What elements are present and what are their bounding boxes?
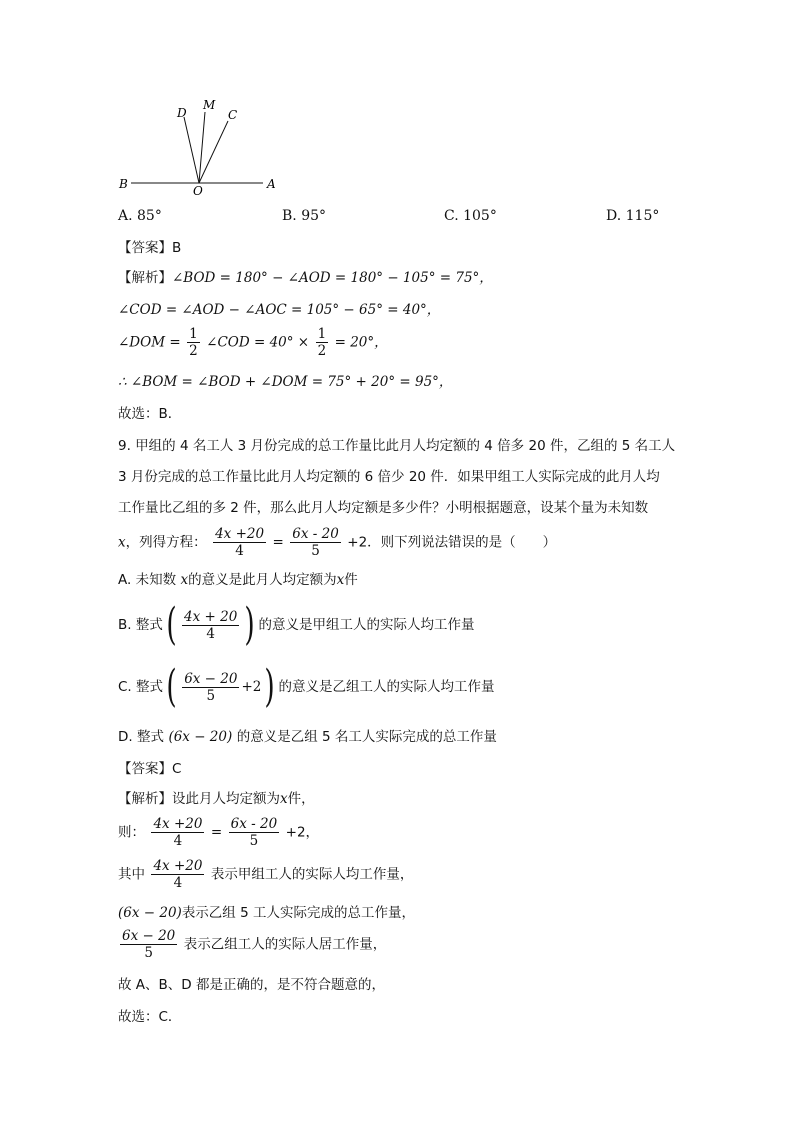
line3-b: ∠COD = 40° ×: [206, 334, 310, 351]
an5-num: 6x − 20: [122, 928, 176, 944]
an1-x: x: [280, 791, 288, 807]
an5-den: 5: [144, 945, 153, 961]
angle-figure-svg: [115, 95, 285, 200]
eq-right-den: 5: [311, 543, 320, 559]
half-den: 2: [189, 343, 198, 359]
q8-analysis-line2: ∠COD = ∠AOD − ∠AOC = 105° − 65° = 40°，: [118, 302, 441, 318]
eq-equals: =: [272, 534, 284, 551]
an5-fraction: [120, 928, 177, 961]
opt-d-prefix: D. 整式: [118, 729, 164, 745]
paren-left-c: (: [166, 661, 177, 712]
an2-fraction-1: [151, 816, 204, 849]
opt-b-den: 4: [206, 625, 215, 642]
q9-stem-line2: 3 月份完成的总工作量比此月人均定额的 6 倍少 20 件．如果甲组工人实际完成的此月人均: [118, 469, 660, 485]
an3-prefix: 其中: [118, 866, 145, 883]
opt-c-den: 5: [206, 687, 216, 704]
q8-option-b: B. 95°: [282, 208, 327, 224]
an2-num2: 6x - 20: [230, 816, 278, 832]
paren-left: (: [166, 599, 177, 650]
analysis-label: 【解析】: [118, 270, 172, 286]
paren-right-c: ): [264, 661, 276, 712]
eq-left-num: 4x +20: [215, 526, 265, 542]
q9-answer: 【答案】C: [118, 761, 182, 777]
opt-a-suffix: 件: [344, 572, 358, 588]
label-c: C: [228, 108, 238, 122]
eq-right-fraction: [290, 526, 341, 559]
q9-stem-line1: 9. 甲组的 4 名工人 3 月份完成的总工作量比此月人均定额的 4 倍多 20 件，乙组的 5 名工人: [118, 438, 676, 454]
q9-stem-line3: 工作量比乙组的多 2 件，那么此月人均定额是多少件？小明根据题意，设某个量为未知数: [118, 500, 649, 516]
fraction-half-2: [316, 326, 329, 359]
an3-den: 4: [173, 875, 183, 891]
q9-analysis-line4: [118, 903, 415, 923]
an2-den2: 5: [249, 833, 259, 849]
q9-option-d: [118, 727, 497, 747]
q9-analysis-line1: [118, 789, 315, 809]
an3-num: 4x +20: [153, 858, 203, 874]
an1-suffix: 件，: [287, 791, 315, 807]
an4-text: 表示乙组 5 工人实际完成的总工作量，: [181, 905, 415, 921]
opt-c-plus: +2: [241, 679, 262, 695]
q8-conclusion: 故选：B．: [118, 406, 182, 422]
q9-option-b: [118, 599, 475, 650]
q9-option-a: [118, 570, 358, 590]
q9-analysis-line3: [118, 858, 413, 891]
label-b: B: [119, 177, 128, 191]
ray-od: [184, 117, 199, 183]
opt-b-fraction: [182, 609, 239, 642]
opt-c-prefix: C. 整式: [118, 679, 164, 695]
opt-a-x: x: [180, 572, 189, 588]
fraction-half: [187, 326, 200, 359]
q9-stem-line4: [118, 526, 556, 559]
var-x: x: [118, 534, 126, 551]
line3-c: = 20°，: [334, 334, 388, 351]
q8-analysis-line1: [118, 268, 493, 288]
q8-analysis-line4: ∴ ∠BOM = ∠BOD + ∠DOM = 75° + 20° = 95°，: [118, 374, 453, 390]
q9-conclusion: 故选：C．: [118, 1009, 182, 1025]
angle-figure: [115, 95, 285, 200]
an2-prefix: 则：: [118, 824, 145, 841]
an1-prefix: 【解析】设此月人均定额为: [118, 791, 280, 807]
stem-eq-intro: ，列得方程：: [125, 534, 207, 551]
q8-option-d: D. 115°: [606, 208, 660, 224]
q8-answer: 【答案】B: [118, 240, 182, 256]
label-d: D: [177, 106, 187, 120]
opt-b-text: 的意义是甲组工人的实际人均工作量: [258, 617, 475, 633]
half-num-2: 1: [317, 326, 327, 342]
line3-a: ∠DOM =: [118, 334, 181, 351]
opt-a-mid: 的意义是此月人均定额为: [188, 572, 337, 588]
an2-den1: 4: [173, 833, 183, 849]
q9-analysis-line6: 故 A、B、D 都是正确的，是不符合题意的，: [118, 977, 385, 993]
paren-right: ): [244, 599, 256, 650]
opt-c-num: 6x − 20: [184, 670, 238, 687]
half-num: 1: [189, 326, 198, 342]
an3-text: 表示甲组工人的实际人均工作量，: [210, 866, 414, 883]
q9-analysis-line5: [118, 928, 386, 961]
label-a: A: [267, 177, 276, 191]
an2-suffix: +2，: [285, 824, 320, 841]
half-den-2: 2: [317, 343, 327, 359]
q9-analysis-line2: [118, 816, 319, 849]
opt-b-num: 4x + 20: [184, 608, 238, 625]
label-m: M: [203, 98, 216, 112]
eq-left-den: 4: [235, 543, 244, 559]
opt-a-x2: x: [336, 572, 345, 588]
q8-option-a: A. 85°: [118, 208, 162, 224]
q8-analysis-line3: [118, 326, 388, 359]
opt-c-fraction: [182, 671, 239, 704]
opt-b-prefix: B. 整式: [118, 617, 163, 633]
an3-fraction: [151, 858, 204, 891]
an2-eq: =: [210, 824, 223, 841]
an4-expr: (6x − 20): [118, 905, 182, 921]
label-o: O: [193, 184, 203, 198]
an2-fraction-2: [229, 816, 280, 849]
opt-d-text: 的意义是乙组 5 名工人实际完成的总工作量: [236, 729, 497, 745]
q8-option-c: C. 105°: [444, 208, 497, 224]
eq-left-fraction: [213, 526, 266, 559]
q9-option-c: [118, 661, 495, 712]
eq-plus-question: +2．则下列说法错误的是（ ）: [347, 534, 557, 551]
an5-text: 表示乙组工人的实际人居工作量，: [183, 936, 387, 953]
eq-right-num: 6x - 20: [292, 526, 339, 542]
analysis-eq1: ∠BOD = 180° − ∠AOD = 180° − 105° = 75°，: [172, 270, 493, 286]
opt-a-prefix: A. 未知数: [118, 572, 177, 588]
an2-num1: 4x +20: [153, 816, 203, 832]
opt-d-expr: (6x − 20): [168, 729, 233, 745]
opt-c-text: 的意义是乙组工人的实际人均工作量: [278, 679, 495, 695]
